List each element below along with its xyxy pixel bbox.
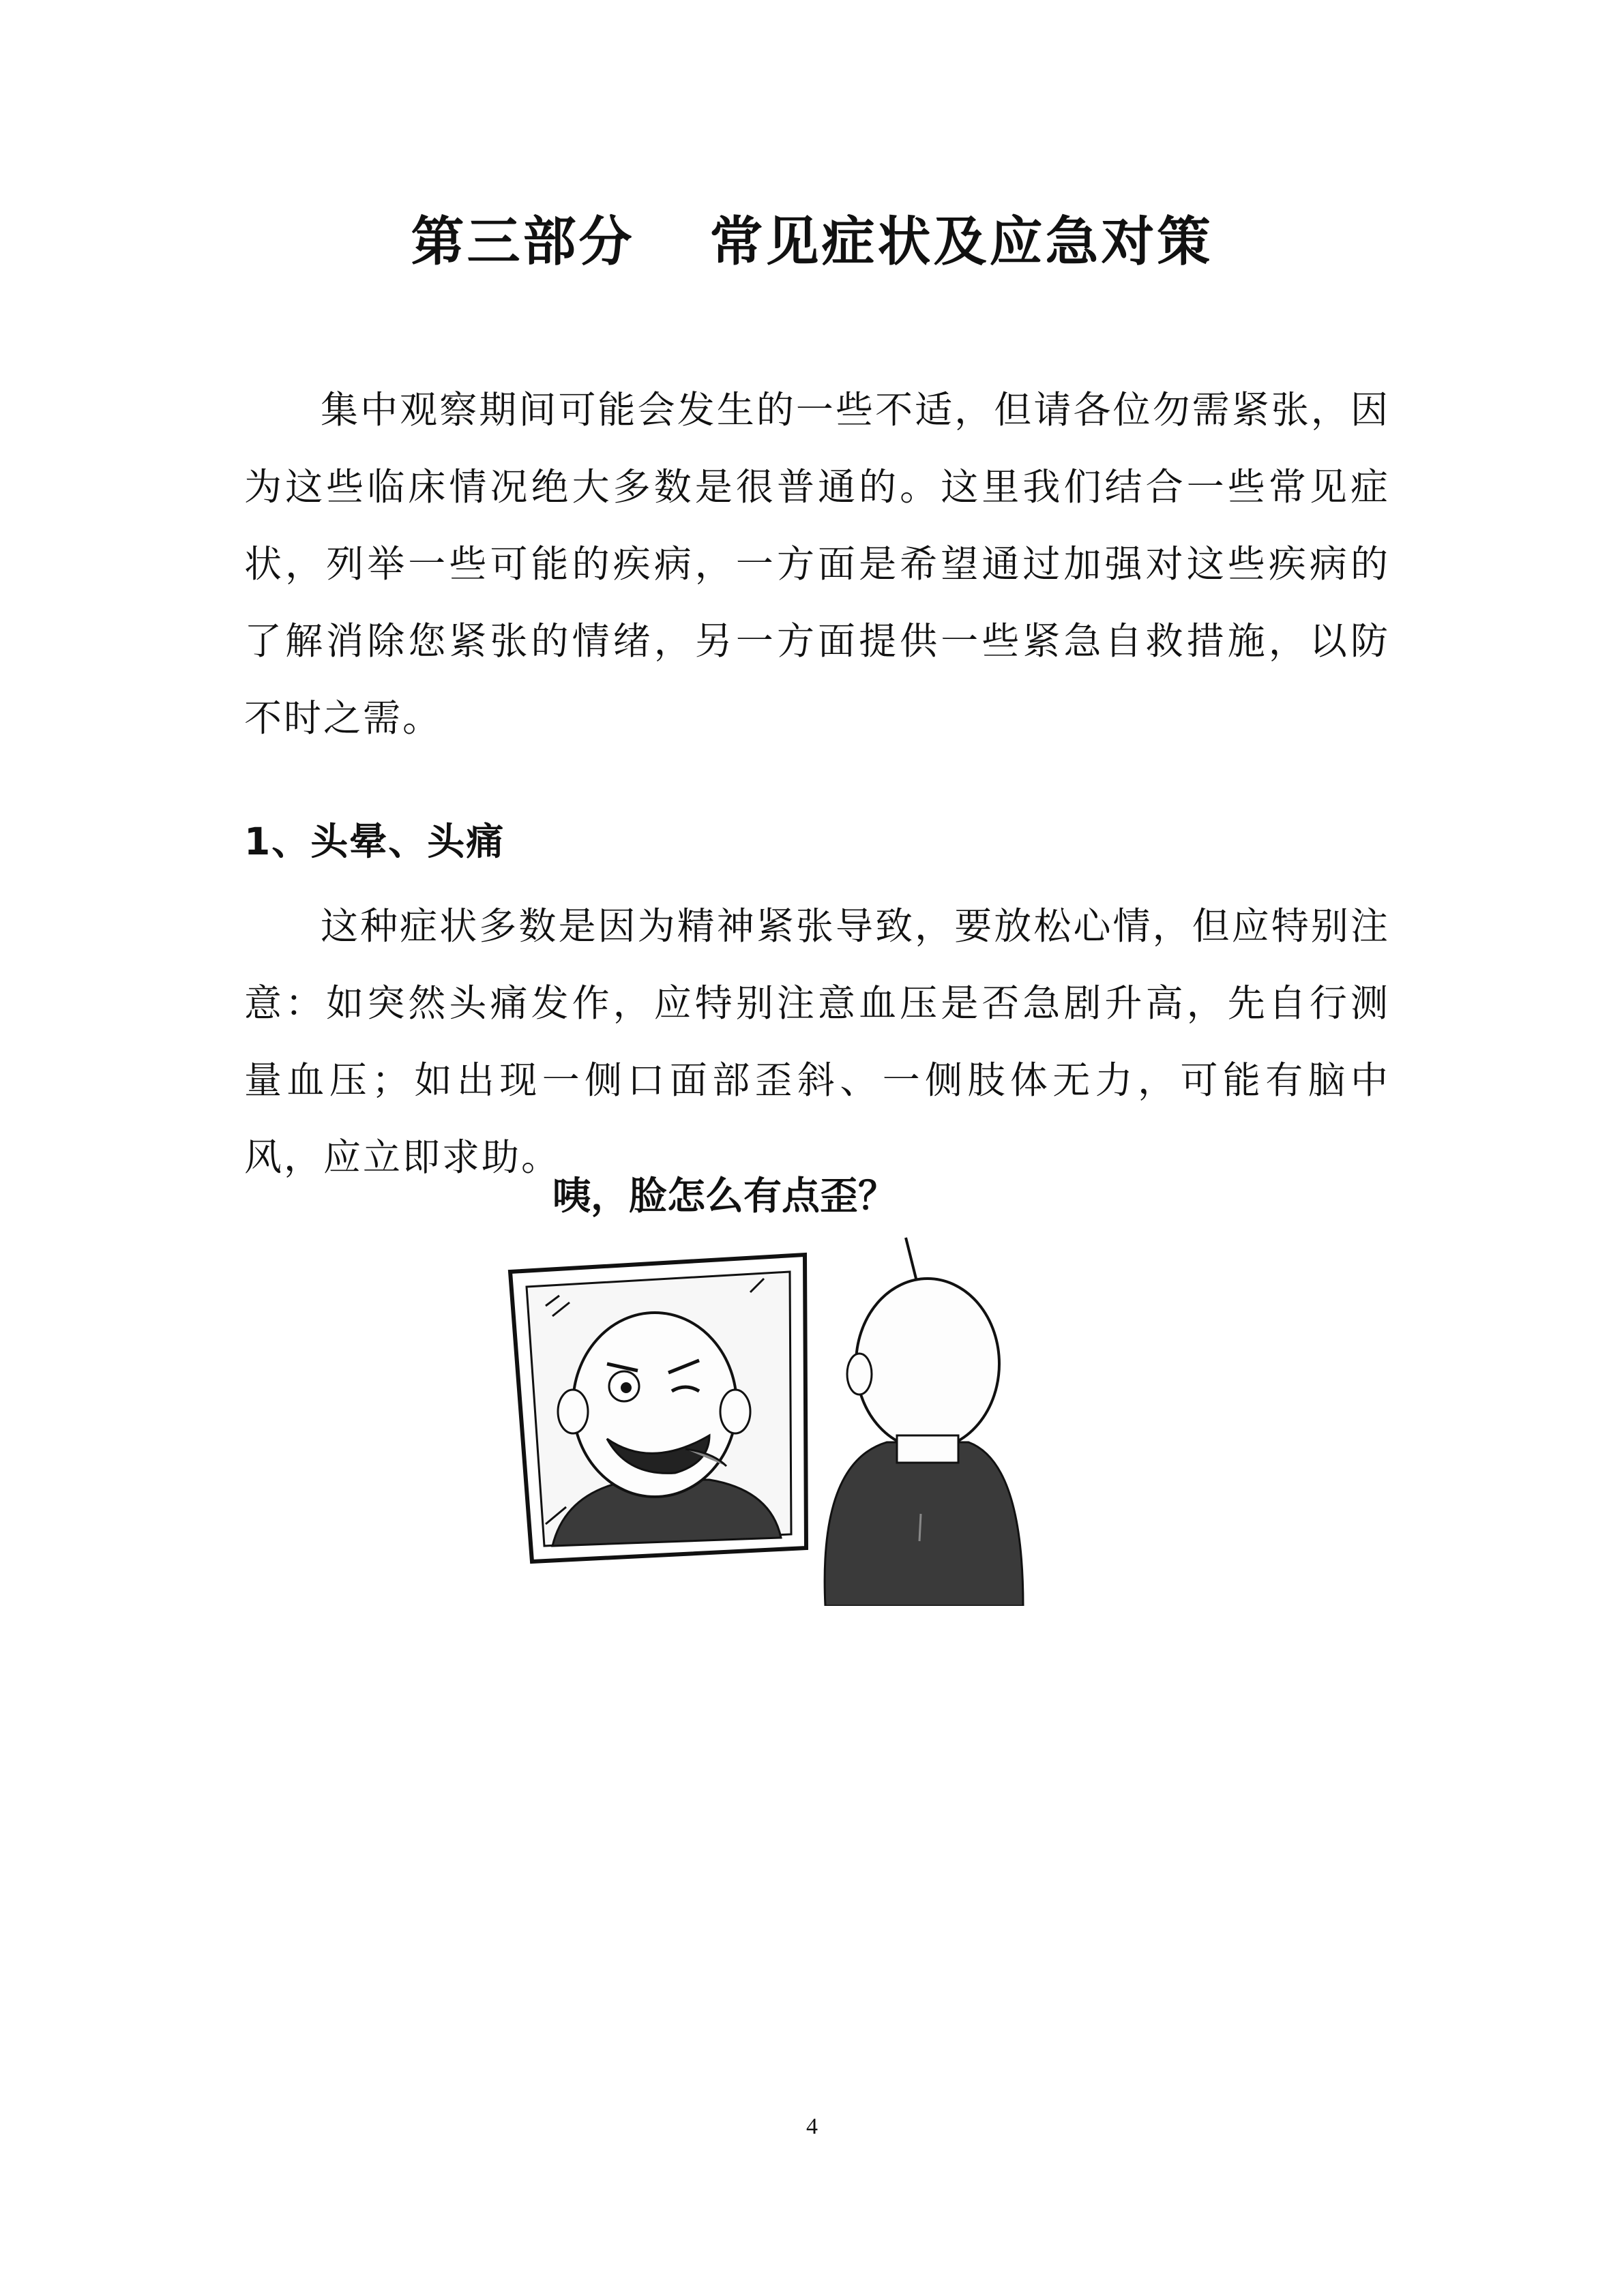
- section-heading-dizziness: 1、头晕、头痛: [244, 820, 505, 863]
- page-number: 4: [806, 2114, 818, 2139]
- cartoon-speech-text: 咦，脸怎么有点歪？: [552, 1174, 896, 1219]
- section-paragraph-dizziness: 这种症状多数是因为精神紧张导致，要放松心情，但应特别注意：如突然头痛发作，应特别注意血压是否急剧升高，先自行测量血压；如出现一侧口面部歪斜、一侧肢体无力，可能有脑中风，应立即求助。: [244, 904, 1390, 1179]
- title-heading: 常见症状及应急对策: [709, 211, 1213, 273]
- cartoon-mirror-illustration: [505, 1169, 1064, 1606]
- title-part: 第三部分: [411, 211, 635, 273]
- page-title: [0, 199, 1624, 275]
- intro-paragraph: 集中观察期间可能会发生的一些不适，但请各位勿需紧张，因为这些临床情况绝大多数是很普通的。这里我们结合一些常见症状，列举一些可能的疾病，一方面是希望通过加强对这些疾病的了解消除您紧张的情绪，另一方面提供一些紧急自救措施，以防不时之需。: [244, 388, 1390, 740]
